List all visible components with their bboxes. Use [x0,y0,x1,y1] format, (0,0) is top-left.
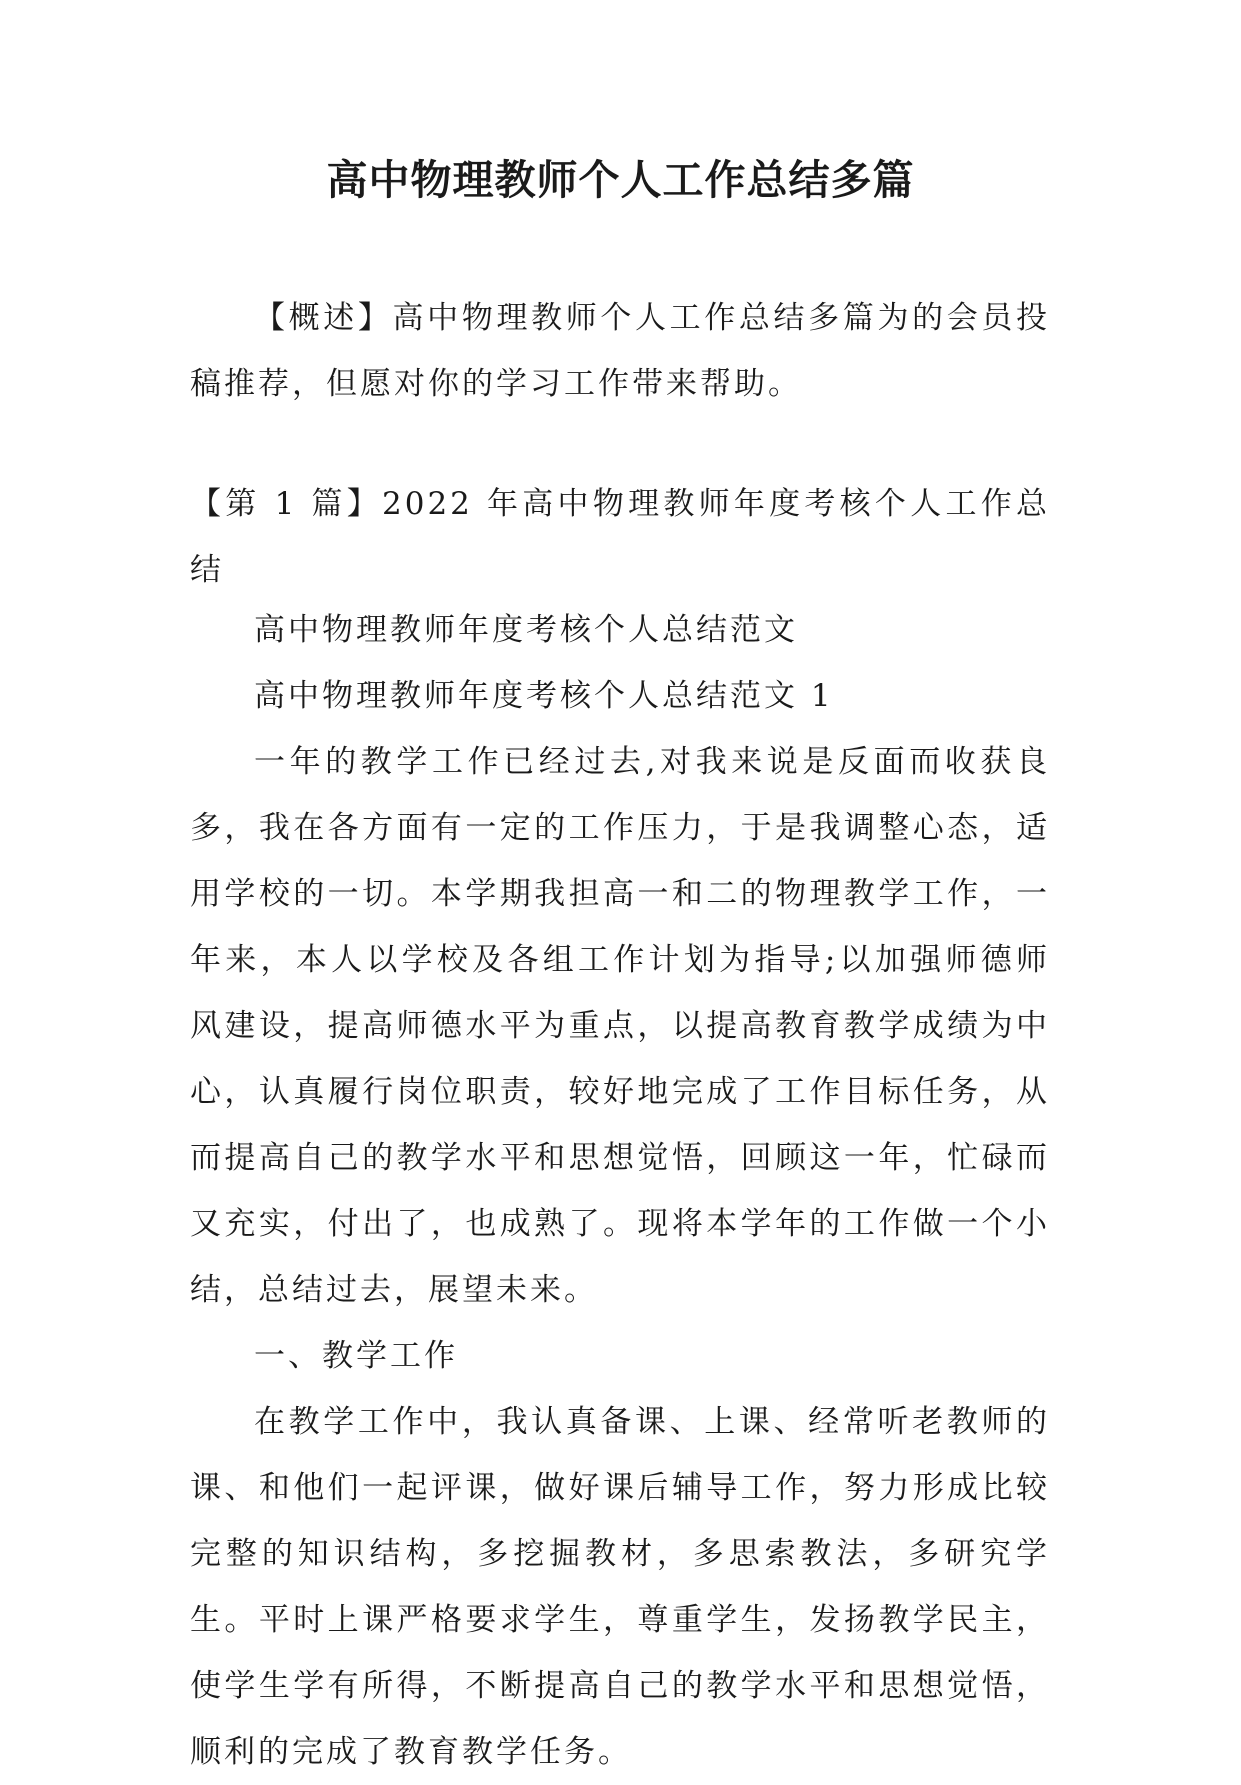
body-paragraph-1: 一年的教学工作已经过去,对我来说是反面而收获良多，我在各方面有一定的工作压力，于是我调整心态，适用学校的一切。本学期我担高一和二的物理教学工作，一年来，本人以学校及各组工作计划为指导;以加强师德师风建设，提高师德水平为重点，以提高教育教学成绩为中心，认真履行岗位职责，较好地完成了工作目标任务，从而提高自己的教学水平和思想觉悟，回顾这一年，忙碌而又充实，付出了，也成熟了。现将本学年的工作做一个小结，总结过去，展望未来。 [190,744,1050,1308]
chapter-heading: 【第 1 篇】2022 年高中物理教师年度考核个人工作总结 [190,486,1050,588]
body-paragraph-2: 在教学工作中，我认真备课、上课、经常听老教师的课、和他们一起评课，做好课后辅导工作，努力形成比较完整的知识结构，多挖掘教材，多思索教法，多研究学生。平时上课严格要求学生，尊重学生，发扬教学民主，使学生学有所得，不断提高自己的教学水平和思想觉悟，顺利的完成了教育教学任务。 [190,1404,1050,1770]
section-heading-1: 一、教学工作 [254,1338,458,1374]
subtitle-1: 高中物理教师年度考核个人总结范文 [254,612,798,648]
document-title: 高中物理教师个人工作总结多篇 [326,156,915,204]
subtitle-2: 高中物理教师年度考核个人总结范文 1 [254,678,834,714]
overview-paragraph: 【概述】高中物理教师个人工作总结多篇为的会员投稿推荐，但愿对你的学习工作带来帮助。 [190,300,1050,402]
document-body [190,285,1050,1785]
